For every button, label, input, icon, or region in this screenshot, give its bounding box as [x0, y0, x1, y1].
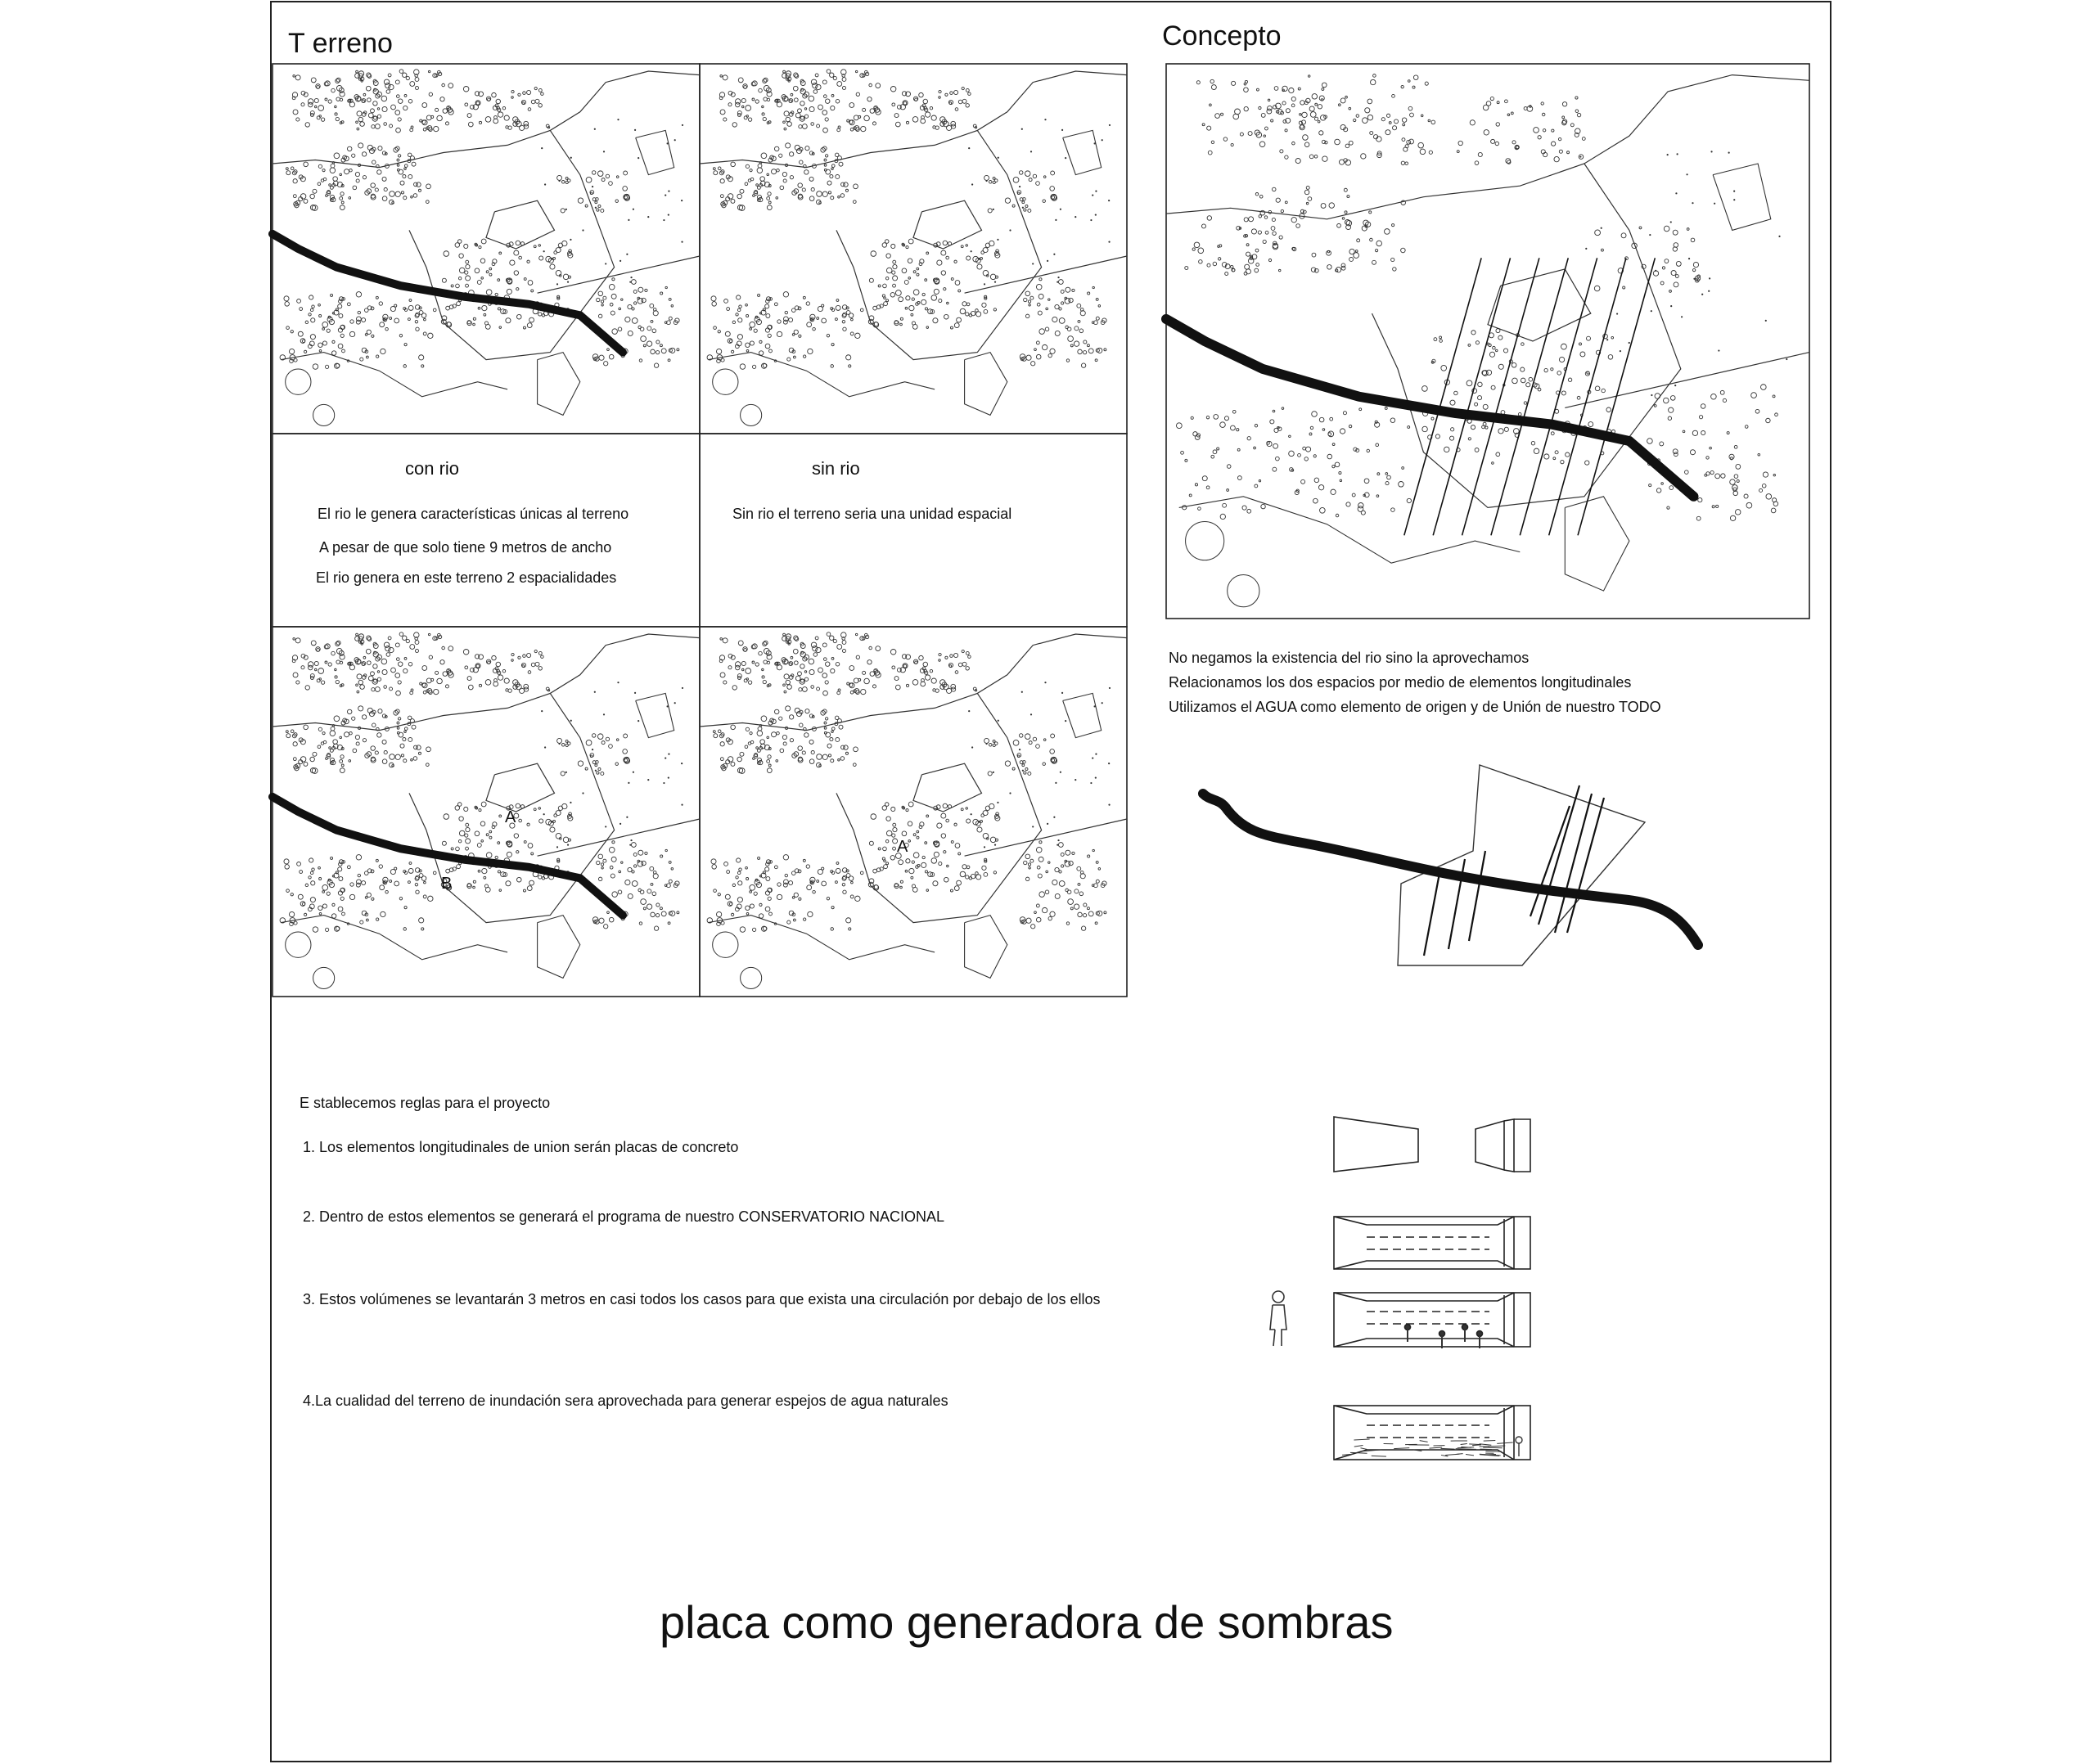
terreno-grid	[273, 64, 1127, 997]
sin-rio-line-1: Sin rio el terreno seria una unidad espacial	[732, 506, 1012, 522]
small-figure	[1516, 1437, 1522, 1456]
rule-1-text: 1. Los elementos longitudinales de union serán placas de concreto	[303, 1139, 739, 1155]
rule-4-diagram	[1334, 1406, 1530, 1460]
people-under-plate	[1405, 1325, 1483, 1349]
site-map-with-river-zones	[273, 632, 700, 989]
concept-line-1: No negamos la existencia del rio sino la aprovechamos	[1169, 650, 1530, 666]
section-title-concepto: Concepto	[1162, 20, 1282, 52]
rule-1-diagram	[1334, 1117, 1530, 1172]
footer-title: placa como generadora de sombras	[660, 1596, 1394, 1648]
con-rio-line-3: El rio genera en este terreno 2 espacialidades	[316, 569, 617, 586]
rule-3-diagram	[1270, 1291, 1530, 1348]
site-map-with-river	[273, 70, 700, 426]
human-scale-figure	[1270, 1291, 1286, 1346]
rule-2-diagram	[1334, 1217, 1530, 1269]
sheet-border	[271, 2, 1831, 1762]
water-mirror-hatch	[1342, 1439, 1513, 1456]
con-rio-line-2: A pesar de que solo tiene 9 metros de ancho	[319, 539, 612, 556]
site-map-without-river-zone	[700, 632, 1127, 989]
site-map-without-river	[700, 70, 1127, 426]
panel-title-con-rio: con rio	[405, 458, 460, 479]
con-rio-line-1: El rio le genera características únicas al terreno	[318, 506, 629, 522]
map-label-a: A	[505, 808, 516, 826]
map-label-b: B	[441, 875, 453, 893]
concept-site-map	[1166, 74, 1809, 607]
rules-intro: E stablecemos reglas para el proyecto	[300, 1095, 551, 1111]
map-label-a-2: A	[897, 838, 908, 856]
section-title-terreno: T erreno	[288, 28, 393, 59]
rule-3-text: 3. Estos volúmenes se levantarán 3 metros en casi todos los casos para que exista una circulación por debajo de los ellos	[303, 1291, 1101, 1307]
rule-4-text: 4.La cualidad del terreno de inundación sera aprovechada para generar espejos de agua naturales	[303, 1393, 948, 1409]
panel-title-sin-rio: sin rio	[812, 458, 860, 479]
concept-line-3: Utilizamos el AGUA como elemento de origen y de Unión de nuestro TODO	[1169, 699, 1661, 715]
rule-2-text: 2. Dentro de estos elementos se generará el programa de nuestro CONSERVATORIO NACIONAL	[303, 1208, 945, 1225]
concept-line-2: Relacionamos los dos espacios por medio de elementos longitudinales	[1169, 674, 1632, 691]
concept-diagram	[1203, 765, 1698, 965]
